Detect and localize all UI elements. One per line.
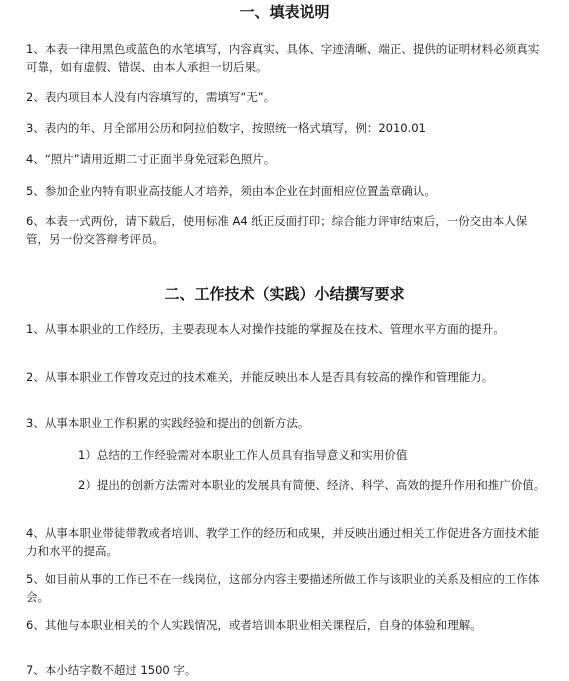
requirement-subitem-1: 1）总结的工作经验需对本职业工作人员具有指导意义和实用价值: [78, 448, 408, 462]
requirement-item-3: 3、从事本职业工作积累的实践经验和提出的创新方法。: [26, 416, 310, 430]
requirement-item-6: 6、其他与本职业相关的个人实践情况，或者培训本职业相关课程后，自身的体验和理解。: [26, 618, 482, 632]
requirement-item-5: 5、如目前从事的工作已不在一线岗位，这部分内容主要描述所做工作与该职业的关系及相应的工作体会。: [26, 572, 540, 604]
requirement-item-7: 7、本小结字数不超过 1500 字。: [26, 663, 197, 677]
instruction-item-5: 5、参加企业内特有职业高技能人才培养，须由本企业在封面相应位置盖章确认。: [26, 184, 436, 198]
requirement-item-2: 2、从事本职业工作曾攻克过的技术难关，并能反映出本人是否具有较高的操作和管理能力。: [26, 370, 494, 384]
requirement-item-1: 1、从事本职业的工作经历，主要表现本人对操作技能的掌握及在技术、管理水平方面的提升。: [26, 322, 505, 336]
requirement-item-4: 4、从事本职业带徒带教或者培训、教学工作的经历和成果，并反映出通过相关工作促进各方面技术能力和水平的提高。: [26, 526, 540, 558]
section-title-summary-requirements: 二、工作技术（实践）小结撰写要求: [164, 285, 405, 303]
instruction-item-4: 4、“照片”请用近期二寸正面半身免冠彩色照片。: [26, 152, 276, 166]
instruction-item-6: 6、本表一式两份，请下载后，使用标准 A4 纸正反面打印；综合能力评审结束后，一份交由本人保管，另一份交答辩考评员。: [26, 214, 528, 246]
requirement-subitem-2: 2）提出的创新方法需对本职业的发展具有简便、经济、科学、高效的提升作用和推广价值。: [78, 478, 546, 492]
instruction-item-2: 2、表内项目本人没有内容填写的，需填写“无”。: [26, 90, 276, 104]
section-title-form-instructions: 一、填表说明: [239, 3, 330, 21]
instruction-item-3: 3、表内的年、月全部用公历和阿拉伯数字，按照统一格式填写，例：2010.01: [26, 121, 426, 135]
instruction-item-1: 1、本表一律用黑色或蓝色的水笔填写，内容真实、具体、字迹清晰、端正、提供的证明材料必须真实可靠，如有虚假、错误、由本人承担一切后果。: [26, 42, 540, 74]
